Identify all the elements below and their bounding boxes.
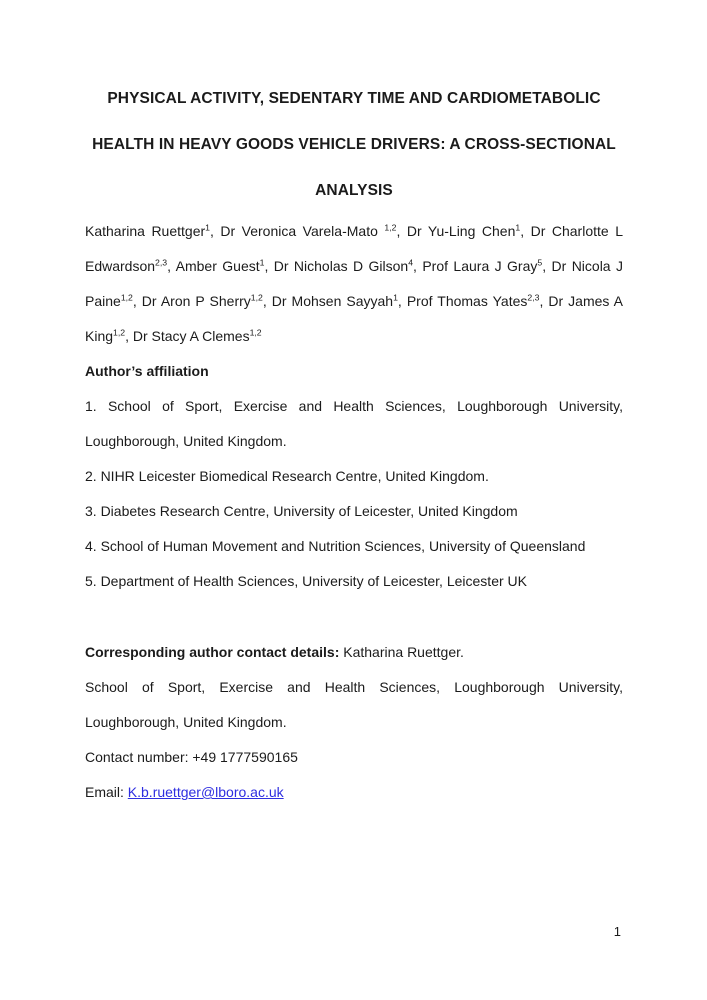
paper-title-line: ANALYSIS bbox=[315, 182, 393, 199]
corresponding-author-name: Katharina Ruettger. bbox=[339, 644, 464, 660]
corresponding-author-address: School of Sport, Exercise and Health Sciences, Loughborough University, Loughborough, United Kingdom. bbox=[85, 679, 623, 730]
corresponding-author-label: Corresponding author contact details: bbox=[85, 644, 340, 660]
affiliation-item: 2. NIHR Leicester Biomedical Research Centre, United Kingdom. bbox=[85, 468, 489, 484]
author-list: Katharina Ruettger$^1$, Dr Veronica Varela-Mato $^{1,2}$, Dr Yu-Ling Chen$^1$, Dr Charlotte L Edwardson$^{2,3}$, Amber Guest$^1$, Dr Nicholas D Gilson$^4$, Prof Laura J Gray$^5$, Dr Nicola J Paine$^{1,2}$, Dr Aron P Sherry$^{1,2}$, Dr Mohsen Sayyah$^1$, Prof Thomas Yates$^{2,3}$, Dr James A King$^{1,2}$, Dr Stacy A Clemes$^{1,2}$ bbox=[85, 222, 623, 344]
paper-title-line: HEALTH IN HEAVY GOODS VEHICLE DRIVERS: A CROSS-SECTIONAL bbox=[92, 136, 616, 153]
affiliation-item: 1. School of Sport, Exercise and Health Sciences, Loughborough University, Loughborough, United Kingdom. bbox=[85, 398, 623, 449]
email-line bbox=[85, 775, 623, 810]
page-number: 1 bbox=[613, 924, 621, 939]
affiliation-item: 5. Department of Health Sciences, University of Leicester, Leicester UK bbox=[85, 573, 527, 589]
contact-number-line: Contact number: +49 1777590165 bbox=[85, 749, 298, 765]
email-label: Email: bbox=[85, 784, 128, 800]
affiliation-heading: Author’s affiliation bbox=[85, 363, 209, 379]
affiliation-item: 3. Diabetes Research Centre, University of Leicester, United Kingdom bbox=[85, 503, 518, 519]
paper-title bbox=[85, 76, 623, 214]
affiliation-list bbox=[85, 389, 623, 599]
paper-title-line: PHYSICAL ACTIVITY, SEDENTARY TIME AND CARDIOMETABOLIC bbox=[107, 90, 601, 107]
corresponding-author-section bbox=[85, 635, 623, 810]
email-link[interactable]: K.b.ruettger@lboro.ac.uk bbox=[127, 784, 284, 800]
corresponding-author-line bbox=[85, 635, 623, 670]
affiliation-item: 4. School of Human Movement and Nutrition Sciences, University of Queensland bbox=[85, 538, 586, 554]
